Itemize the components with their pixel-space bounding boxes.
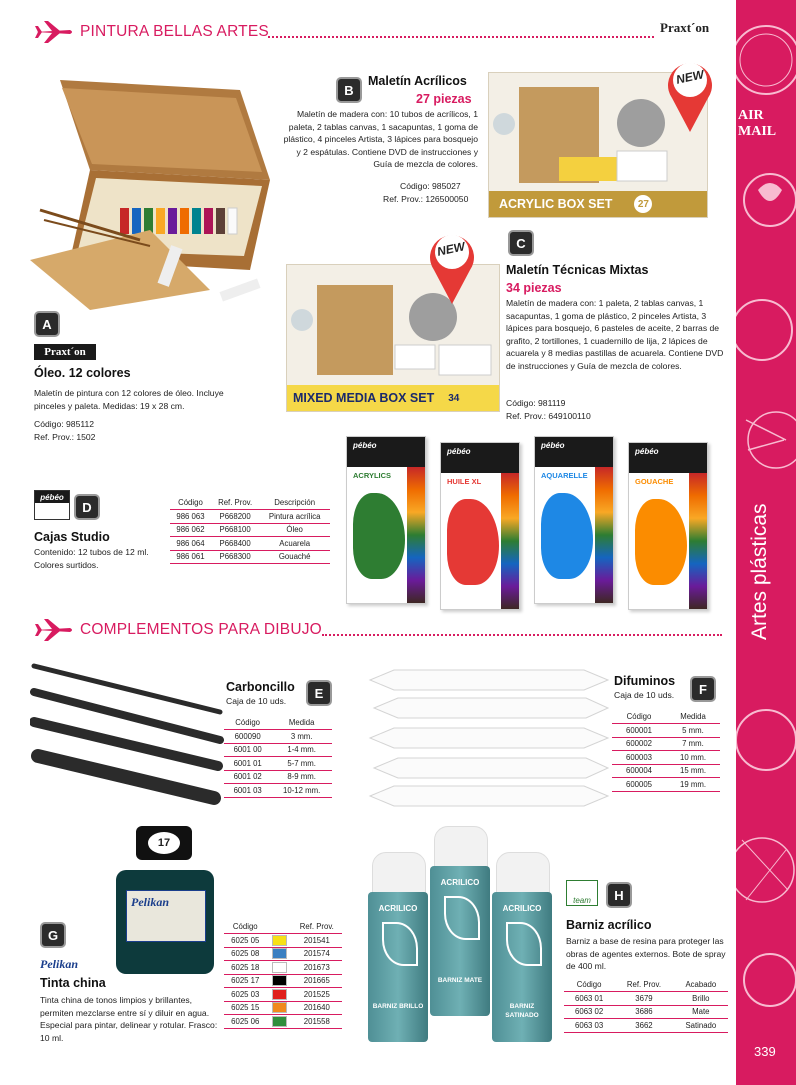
table-row bbox=[224, 730, 332, 744]
product-code-b: Código: 985027 bbox=[400, 181, 461, 191]
pebeo-box-name: GOUACHE bbox=[635, 477, 674, 486]
col-acabado: Acabado bbox=[674, 978, 728, 992]
cell: 600003 bbox=[612, 751, 666, 765]
product-title-d: Cajas Studio bbox=[34, 530, 110, 544]
spray-can-cap bbox=[434, 826, 488, 870]
tube-strip bbox=[595, 467, 613, 603]
cell: 201541 bbox=[292, 934, 342, 948]
cell: P668300 bbox=[211, 550, 259, 564]
product-badge-a: A bbox=[34, 311, 60, 337]
col-color bbox=[267, 920, 292, 934]
table-row bbox=[224, 770, 332, 784]
cell: 201558 bbox=[292, 1015, 342, 1029]
section-header-dibujo bbox=[34, 618, 322, 642]
paint-splash bbox=[353, 493, 405, 579]
product-pieces-b: 27 piezas bbox=[416, 92, 472, 106]
cell: 6001 03 bbox=[224, 784, 271, 798]
cell: Satinado bbox=[674, 1019, 728, 1033]
color-swatch bbox=[272, 962, 287, 973]
pebeo-box bbox=[346, 436, 426, 604]
table-row bbox=[170, 537, 330, 551]
col-desc: Descripción bbox=[259, 496, 330, 510]
product-ref-c: Ref. Prov.: 649100110 bbox=[506, 411, 591, 421]
cell: 600090 bbox=[224, 730, 271, 744]
bottle-label-brand: Pelikan bbox=[131, 895, 169, 909]
col-ref: Ref. Prov. bbox=[614, 978, 673, 992]
col-codigo: Código bbox=[612, 710, 666, 724]
table-row bbox=[224, 1001, 342, 1015]
cell: 10 mm. bbox=[666, 751, 720, 765]
col-codigo: Código bbox=[224, 920, 267, 934]
cell: 986 062 bbox=[170, 523, 211, 537]
product-desc-b: Maletín de madera con: 10 tubos de acrílicos, 1 paleta, 2 tablas canvas, 1 sacapuntas, 1 goma de plástico, 4 pinceles Artista, 3 lápices para bosquejo y 2 espátulas. Contiene DVD de instrucciones y Guía de mezcla de colores. bbox=[283, 109, 478, 170]
cell: 6025 05 bbox=[224, 934, 267, 948]
table-row bbox=[224, 988, 342, 1002]
pebeo-box bbox=[440, 442, 520, 610]
cell: Gouaché bbox=[259, 550, 330, 564]
color-swatch-cell bbox=[267, 947, 292, 961]
cell: 5 mm. bbox=[666, 724, 720, 738]
color-swatch bbox=[272, 948, 287, 959]
product-badge-c: C bbox=[508, 230, 534, 256]
cell: 15 mm. bbox=[666, 764, 720, 778]
cell: 986 061 bbox=[170, 550, 211, 564]
cell: 10-12 mm. bbox=[271, 784, 332, 798]
product-title-a: Óleo. 12 colores bbox=[34, 366, 131, 380]
tube-strip bbox=[689, 473, 707, 609]
cell: 600005 bbox=[612, 778, 666, 792]
product-title-c: Maletín Técnicas Mixtas bbox=[506, 263, 649, 277]
charcoal-sticks-image bbox=[30, 658, 226, 808]
color-swatch bbox=[272, 1016, 287, 1027]
table-e bbox=[224, 716, 332, 798]
spray-can-label: ACRILICO bbox=[378, 904, 418, 913]
color-swatch-cell bbox=[267, 974, 292, 988]
cell: 6063 01 bbox=[564, 992, 614, 1006]
section-divider bbox=[322, 634, 722, 636]
table-row bbox=[612, 724, 720, 738]
color-swatch-cell bbox=[267, 1015, 292, 1029]
brand-logo: Praxt´on bbox=[660, 20, 710, 35]
color-swatch-cell bbox=[267, 988, 292, 1002]
product-desc-c: Maletín de madera con: 1 paleta, 2 tablas canvas, 1 sacapuntas, 1 goma de plástico, 2 pinceles Artista, 3 lápices para bosquejo, 6 pasteles de aceite, 2 barras de grafito, 2 tortillones, 1 cuadernillo de lija, 2 lápices de acuarela y 8 medias pastillas de acuarela. Contiene DVD de instrucciones y Guía de mezcla de colores. bbox=[506, 298, 724, 371]
cell: 201673 bbox=[292, 961, 342, 975]
table-row bbox=[612, 764, 720, 778]
cell: 6063 02 bbox=[564, 1005, 614, 1019]
table-row bbox=[612, 737, 720, 751]
cell: 201665 bbox=[292, 974, 342, 988]
product-pieces-c: 34 piezas bbox=[506, 281, 562, 295]
cell: P668100 bbox=[211, 523, 259, 537]
pebeo-box bbox=[628, 442, 708, 610]
table-h bbox=[564, 978, 728, 1033]
pebeo-box-brand: pébéo bbox=[541, 441, 565, 450]
spray-can-label: ACRILICO bbox=[502, 904, 542, 913]
cell: Brillo bbox=[674, 992, 728, 1006]
pebeo-box bbox=[534, 436, 614, 604]
cell: 6063 03 bbox=[564, 1019, 614, 1033]
table-row bbox=[224, 757, 332, 771]
category-label: Artes plásticas bbox=[748, 503, 771, 640]
blending-stumps-image bbox=[364, 668, 614, 818]
table-row bbox=[224, 947, 342, 961]
cell: 3662 bbox=[614, 1019, 673, 1033]
team-logo bbox=[566, 880, 598, 906]
section-title: PINTURA BELLAS ARTES bbox=[80, 23, 269, 40]
varnish-cans-image bbox=[368, 826, 558, 1046]
col-codigo: Código bbox=[224, 716, 271, 730]
table-row bbox=[170, 510, 330, 524]
col-medida: Medida bbox=[271, 716, 332, 730]
table-row bbox=[564, 992, 728, 1006]
cell: 6025 18 bbox=[224, 961, 267, 975]
color-swatch bbox=[272, 935, 287, 946]
product-code-a: Código: 985112 bbox=[34, 419, 95, 429]
cell: 6025 15 bbox=[224, 1001, 267, 1015]
table-row bbox=[224, 743, 332, 757]
table-row bbox=[170, 523, 330, 537]
page-number: 339 bbox=[754, 1044, 776, 1059]
cell: 1-4 mm. bbox=[271, 743, 332, 757]
section-divider bbox=[268, 36, 654, 38]
spray-can-finish: BARNIZ SATINADO bbox=[505, 1003, 539, 1019]
color-swatch bbox=[272, 989, 287, 1000]
spray-can-body bbox=[430, 866, 490, 1016]
spray-can-cap bbox=[496, 852, 550, 896]
cell: Pintura acrílica bbox=[259, 510, 330, 524]
table-row bbox=[224, 974, 342, 988]
spray-can bbox=[368, 852, 428, 1042]
product-desc-h: Barniz a base de resina para proteger las obras de agentes externos. Bote de spray de 400 ml. bbox=[566, 936, 726, 972]
tube-strip bbox=[407, 467, 425, 603]
spray-can bbox=[430, 826, 490, 1016]
praxton-logo: Praxt´on bbox=[34, 344, 96, 360]
color-swatch-cell bbox=[267, 934, 292, 948]
color-swatch bbox=[272, 1002, 287, 1013]
cell: 600001 bbox=[612, 724, 666, 738]
product-code-c: Código: 981119 bbox=[506, 398, 566, 408]
spray-can-finish: BARNIZ BRILLO bbox=[372, 1003, 424, 1010]
paint-splash bbox=[541, 493, 593, 579]
cell: 6025 08 bbox=[224, 947, 267, 961]
spray-can-finish: BARNIZ MATE bbox=[437, 977, 483, 984]
col-medida: Medida bbox=[666, 710, 720, 724]
table-row bbox=[224, 934, 342, 948]
product-badge-g: G bbox=[40, 922, 66, 948]
table-row bbox=[564, 1019, 728, 1033]
paint-splash bbox=[635, 499, 687, 585]
table-g bbox=[224, 920, 342, 1029]
color-swatch-cell bbox=[267, 961, 292, 975]
acrylic-box-number: 27 bbox=[634, 195, 652, 213]
product-title-b: Maletín Acrílicos bbox=[368, 74, 467, 88]
product-badge-d: D bbox=[74, 494, 100, 520]
spray-can bbox=[492, 852, 552, 1042]
new-pin-label-b: NEW bbox=[674, 67, 706, 87]
product-badge-h: H bbox=[606, 882, 632, 908]
cell: 3679 bbox=[614, 992, 673, 1006]
pebeo-boxes-image bbox=[346, 436, 724, 612]
cell: 6025 17 bbox=[224, 974, 267, 988]
product-ref-b: Ref. Prov.: 126500050 bbox=[383, 194, 469, 204]
cell: 3686 bbox=[614, 1005, 673, 1019]
cell: Mate bbox=[674, 1005, 728, 1019]
col-codigo: Código bbox=[170, 496, 211, 510]
airplane-icon bbox=[34, 21, 74, 43]
pebeo-box-name: HUILE XL bbox=[447, 477, 482, 486]
cell: 8-9 mm. bbox=[271, 770, 332, 784]
product-desc-g: Tinta china de tonos limpios y brillantes, permiten mezclarse entre sí y diluir en agua. Especial para pintar, delinear y rotular. Frasco: 10 ml. bbox=[40, 995, 218, 1043]
new-pin-icon-b bbox=[664, 54, 716, 134]
col-ref: Ref. Prov. bbox=[292, 920, 342, 934]
spray-can-body bbox=[368, 892, 428, 1042]
pelikan-logo: Pelikan bbox=[40, 957, 78, 971]
cell: 3 mm. bbox=[271, 730, 332, 744]
table-row bbox=[564, 1005, 728, 1019]
product-title-g: Tinta china bbox=[40, 976, 106, 990]
pebeo-box-name: ACRYLICS bbox=[353, 471, 392, 480]
cell: 6001 00 bbox=[224, 743, 271, 757]
acrylic-box-label-text: ACRYLIC BOX SET bbox=[499, 197, 613, 211]
product-badge-b: B bbox=[336, 77, 362, 103]
pebeo-box-brand: pébéo bbox=[447, 447, 471, 456]
spray-can-label: ACRILICO bbox=[440, 878, 480, 887]
product-ref-a: Ref. Prov.: 1502 bbox=[34, 432, 96, 442]
color-swatch-cell bbox=[267, 1001, 292, 1015]
cell: 6001 01 bbox=[224, 757, 271, 771]
tube-strip bbox=[501, 473, 519, 609]
product-title-f: Difuminos bbox=[614, 674, 676, 688]
cell: P668400 bbox=[211, 537, 259, 551]
cell: Acuarela bbox=[259, 537, 330, 551]
cell: 600002 bbox=[612, 737, 666, 751]
product-badge-e: E bbox=[306, 680, 332, 706]
table-row bbox=[224, 784, 332, 798]
cell: 5-7 mm. bbox=[271, 757, 332, 771]
product-title-h: Barniz acrílico bbox=[566, 918, 652, 932]
product-sub-e: Caja de 10 uds. bbox=[226, 696, 287, 706]
table-row bbox=[224, 1015, 342, 1029]
cell: 6025 03 bbox=[224, 988, 267, 1002]
bottle-label bbox=[126, 890, 206, 942]
air-mail-stamp: AIR MAIL bbox=[738, 108, 777, 139]
pebeo-box-name: AQUARELLE bbox=[541, 471, 588, 480]
cell: 201640 bbox=[292, 1001, 342, 1015]
table-row bbox=[224, 961, 342, 975]
oil-paint-case-image bbox=[30, 60, 270, 310]
table-row bbox=[612, 751, 720, 765]
color-swatch bbox=[272, 975, 287, 986]
cell: Óleo bbox=[259, 523, 330, 537]
col-codigo: Código bbox=[564, 978, 614, 992]
team-logo-text: team bbox=[573, 896, 591, 905]
product-desc-a: Maletín de pintura con 12 colores de óleo. Incluye pinceles y paleta. Medidas: 19 x 28 cm. bbox=[34, 388, 224, 411]
table-row bbox=[612, 778, 720, 792]
spray-can-cap bbox=[372, 852, 426, 896]
cell: 6025 06 bbox=[224, 1015, 267, 1029]
ink-bottle-image bbox=[116, 826, 216, 976]
cell: 7 mm. bbox=[666, 737, 720, 751]
mixed-media-box-label bbox=[287, 385, 499, 411]
bottle-number: 17 bbox=[148, 832, 180, 854]
cell: 6001 02 bbox=[224, 770, 271, 784]
pebeo-box-brand: pébéo bbox=[353, 441, 377, 450]
section-title: COMPLEMENTOS PARA DIBUJO bbox=[80, 621, 322, 638]
product-sub-f: Caja de 10 uds. bbox=[614, 690, 675, 700]
cell: 19 mm. bbox=[666, 778, 720, 792]
col-ref: Ref. Prov. bbox=[211, 496, 259, 510]
cell: P668200 bbox=[211, 510, 259, 524]
pebeo-box-brand: pébéo bbox=[635, 447, 659, 456]
mixed-media-box-number: 34 bbox=[448, 392, 460, 404]
cell: 600004 bbox=[612, 764, 666, 778]
table-f bbox=[612, 710, 720, 792]
cell: 986 064 bbox=[170, 537, 211, 551]
cell: 201574 bbox=[292, 947, 342, 961]
cell: 986 063 bbox=[170, 510, 211, 524]
pebeo-logo bbox=[34, 490, 70, 520]
table-d bbox=[170, 496, 330, 564]
pebeo-logo-text: pébéo bbox=[35, 491, 69, 503]
paint-splash bbox=[447, 499, 499, 585]
acrylic-box-label bbox=[489, 191, 707, 217]
new-pin-icon-c bbox=[426, 226, 478, 306]
table-row bbox=[170, 550, 330, 564]
mixed-media-box-label-text: MIXED MEDIA BOX SET bbox=[293, 391, 435, 405]
product-title-e: Carboncillo bbox=[226, 680, 295, 694]
new-pin-label-c: NEW bbox=[435, 239, 467, 259]
cell: 201525 bbox=[292, 988, 342, 1002]
airplane-icon bbox=[34, 619, 74, 641]
lower-stamps-decoration bbox=[736, 680, 796, 1080]
section-header-bellas-artes bbox=[34, 20, 269, 44]
product-badge-f: F bbox=[690, 676, 716, 702]
product-desc-d: Contenido: 12 tubos de 12 ml. Colores surtidos. bbox=[34, 547, 149, 570]
